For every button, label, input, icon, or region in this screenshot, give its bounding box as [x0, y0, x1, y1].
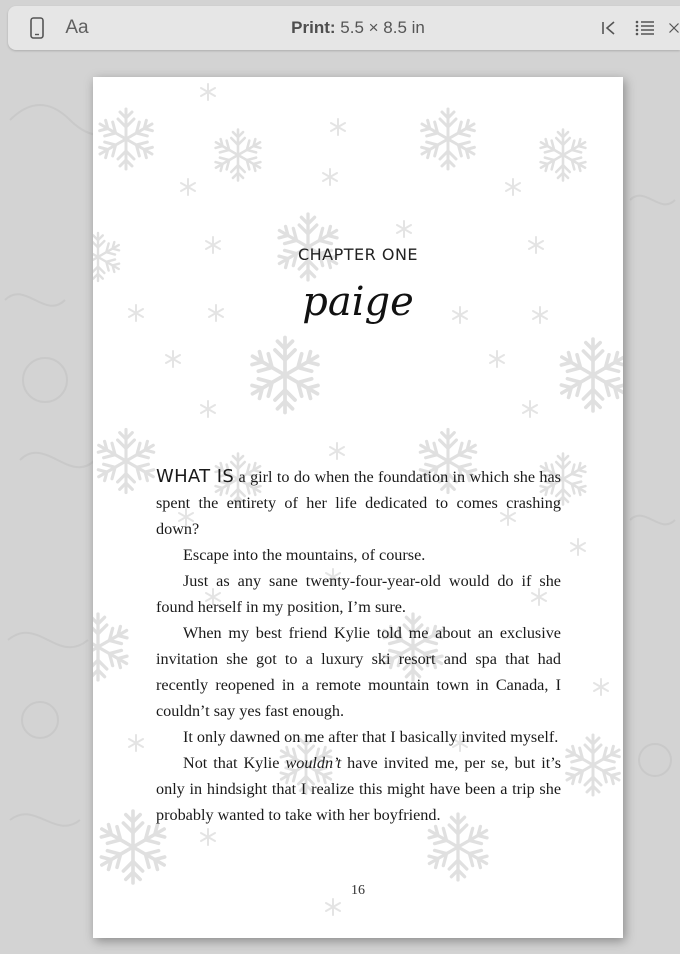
device-preview-button[interactable] — [26, 6, 48, 50]
paragraph-lead: WHAT IS — [156, 466, 235, 487]
close-icon — [668, 20, 680, 36]
paragraph — [156, 464, 561, 542]
chapter-body — [156, 464, 561, 828]
reader-toolbar — [8, 6, 680, 50]
emphasis-text: wouldn’t — [285, 754, 342, 772]
paragraph: When my best friend Kylie told me about an exclusive invitation she got to a luxury ski resort and spa that had recently reopened in a remote mountain town in Canada, I couldn’t say yes fast enough. — [156, 624, 561, 720]
book-page — [93, 77, 623, 938]
chapter-name-text: paige — [302, 279, 414, 325]
print-size-label — [208, 6, 508, 50]
close-button[interactable] — [668, 6, 680, 50]
font-settings-button[interactable]: Aa — [65, 17, 89, 38]
table-of-contents-button[interactable] — [633, 6, 657, 50]
paragraph-text: have invited me, per se, but it’s only in hindsight that I realize this might have been a trip she probably wanted to take with her boyfriend. — [156, 754, 561, 824]
first-page-button[interactable] — [598, 6, 620, 50]
paragraph-text: a girl to do when the foundation in which she has spent the entirety of her life dedicated to comes crashing down? — [156, 468, 561, 538]
table-of-contents-icon — [635, 20, 655, 36]
first-page-icon — [601, 20, 617, 36]
paragraph — [156, 750, 561, 828]
print-label: Print: — [291, 18, 336, 37]
chapter-name — [293, 277, 423, 332]
paragraph: It only dawned on me after that I basically invited myself. — [183, 728, 559, 746]
print-size-value: 5.5 × 8.5 in — [340, 18, 425, 37]
paragraph: Escape into the mountains, of course. — [183, 546, 426, 564]
page-number: 16 — [351, 883, 365, 898]
paragraph: Just as any sane twenty-four-year-old would do if she found herself in my position, I’m sure. — [156, 572, 561, 616]
device-icon — [30, 17, 44, 39]
chapter-label: CHAPTER ONE — [297, 245, 419, 264]
paragraph-text: Not that Kylie — [183, 754, 286, 772]
